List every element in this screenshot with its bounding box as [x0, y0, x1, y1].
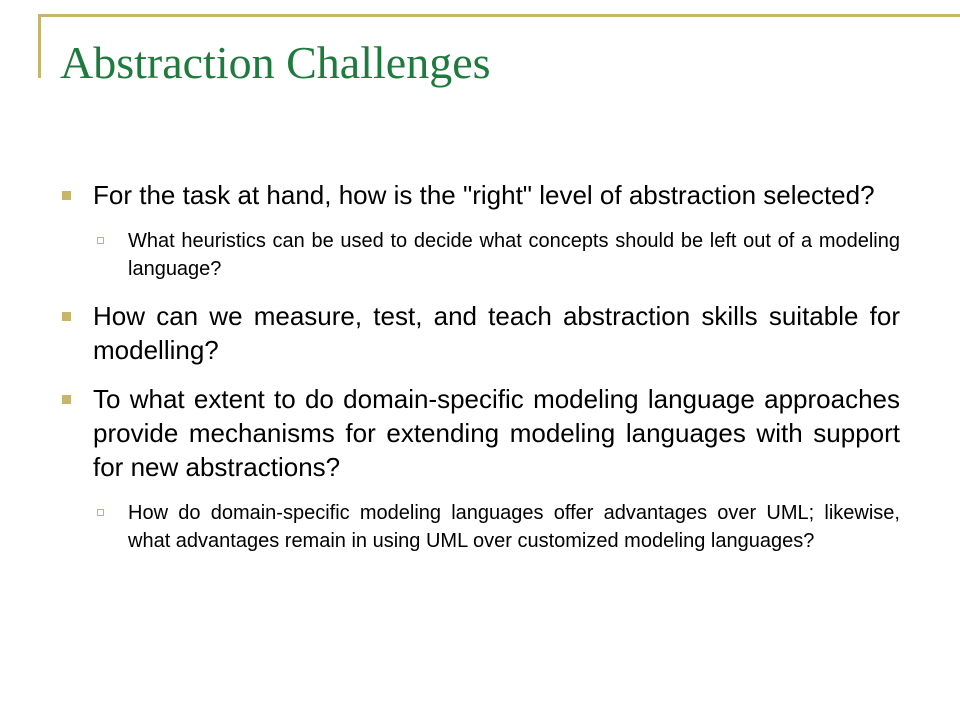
- bullet-right-level: For the task at hand, how is the "right" level of abstraction selected?: [62, 178, 900, 212]
- frame-accent-horizontal: [38, 14, 960, 17]
- slide-title: Abstraction Challenges: [60, 37, 491, 88]
- frame-accent-vertical: [38, 14, 41, 78]
- bullet-dsml-extension: To what extent to do domain-specific modeling language approaches provide mechanisms for extending modeling languages with support for new abstractions?: [62, 382, 900, 484]
- bullet-measure-skills: How can we measure, test, and teach abstraction skills suitable for modelling?: [62, 299, 900, 367]
- slide-content: [62, 178, 900, 569]
- sub-bullet-dsml-vs-uml: How do domain-specific modeling languages offer advantages over UML; likewise, what advantages remain in using UML over customized modeling languages?: [97, 499, 900, 555]
- sub-bullet-heuristics: What heuristics can be used to decide what concepts should be left out of a modeling language?: [97, 227, 900, 283]
